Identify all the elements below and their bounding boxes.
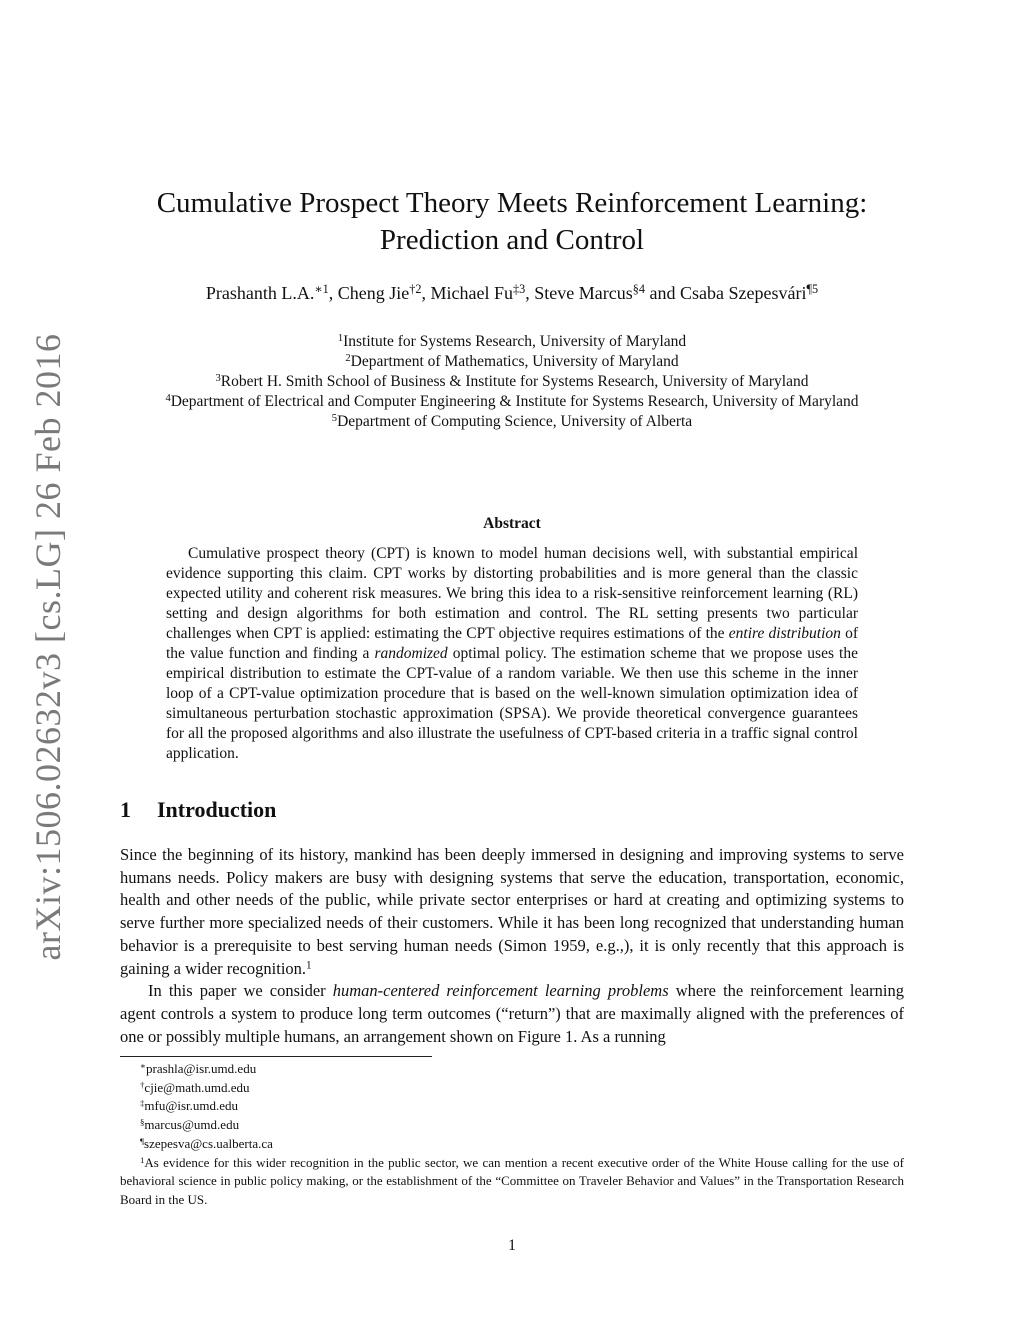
author: Steve Marcus$^{\S 4}$ and <box>534 282 680 303</box>
footnote-email: ∗prashla@isr.umd.edu <box>140 1060 257 1076</box>
intro-paragraph: Since the beginning of its history, mankind has been deeply immersed in designing and improving systems to serve humans needs. Policy makers are busy with designing systems that serve the education, transportation, economic, health and other needs of the public, while private sector enterprises or hard at creating and optimizing systems to serve further more specialized needs of their customers. While it has been long recognized that understanding human behavior is a prerequisite to best serving human needs (Simon 1959, e.g.,), it is only recently that this approach is gaining a wider recognition.$^1$ <box>120 845 904 978</box>
affiliation: $^4$Department of Electrical and Computer Engineering & Institute for Systems Research, University of Maryland <box>165 392 859 410</box>
footnote-email: §marcus@umd.edu <box>140 1116 240 1133</box>
author-list <box>0 281 1024 305</box>
footnote-text: $^1$As evidence for this wider recognition in the public sector, we can mention a recent executive order of the White House calling for the use of behavioral science in public policy making, or the establishment of the “Committee on Traveler Behavior and Values” in the Transportation Research Board in the US. <box>120 1154 904 1207</box>
author: Michael Fu$^{\ddagger 3}$, <box>430 282 535 303</box>
footnote-email: ¶szepesva@cs.ualberta.ca <box>140 1135 273 1151</box>
affiliation: $^5$Department of Computing Science, University of Alberta <box>331 412 693 430</box>
affiliation: $^3$Robert H. Smith School of Business & Institute for Systems Research, University of Maryland <box>215 372 809 390</box>
affiliation: $^2$Department of Mathematics, University of Maryland <box>345 352 679 370</box>
footnote-ref[interactable]: 1 <box>306 959 312 972</box>
footnote-rule <box>120 1056 432 1057</box>
section-heading: 1 Introduction <box>120 797 277 822</box>
arxiv-stamp: arXiv:1506.02632v3 [cs.LG] 26 Feb 2016 <box>28 333 68 961</box>
footnote-email: †cjie@math.umd.edu <box>140 1079 250 1095</box>
paper-title-line-2: Prediction and Control <box>379 224 645 256</box>
author: Csaba Szepesvári$^{\P 5}$ <box>679 282 819 303</box>
author: Prashanth L.A.$^{∗1}$, <box>205 282 338 303</box>
page-number: 1 <box>508 1237 516 1254</box>
paper-title-line-1: Cumulative Prospect Theory Meets Reinforcement Learning: <box>156 187 868 219</box>
footnote-email: ‡mfu@isr.umd.edu <box>140 1098 238 1114</box>
abstract-heading: Abstract <box>483 515 541 532</box>
author: Cheng Jie$^{\dagger 2}$, <box>337 282 431 303</box>
intro-body <box>120 844 904 1048</box>
intro-paragraph: In this paper we consider human-centered reinforcement learning problems where the reinforcement learning agent controls a system to produce long term outcomes (“return”) that are maximally aligned with the preferences of one or possibly multiple humans, an arrangement shown on Figure 1. As a running <box>120 981 904 1046</box>
affiliation: $^1$Institute for Systems Research, University of Maryland <box>337 332 687 350</box>
abstract-body: Cumulative prospect theory (CPT) is known to model human decisions well, with substantial empirical evidence supporting this claim. CPT works by distorting probabilities and is more general than the classic expected utility and coherent risk measures. We bring this idea to a risk-sensitive reinforcement learning (RL) setting and design algorithms for both estimation and control. The RL setting presents two particular challenges when CPT is applied: estimating the CPT objective requires estimations of the entire distribution of the value function and finding a randomized optimal policy. The estimation scheme that we propose uses the empirical distribution to estimate the CPT-value of a random variable. We then use this scheme in the inner loop of a CPT-value optimization procedure that is based on the well-known simulation optimization idea of simultaneous perturbation stochastic approximation (SPSA). We provide theoretical convergence guarantees for all the proposed algorithms and also illustrate the usefulness of CPT-based criteria in a traffic signal control application. <box>166 545 858 762</box>
footnotes <box>120 1060 904 1210</box>
